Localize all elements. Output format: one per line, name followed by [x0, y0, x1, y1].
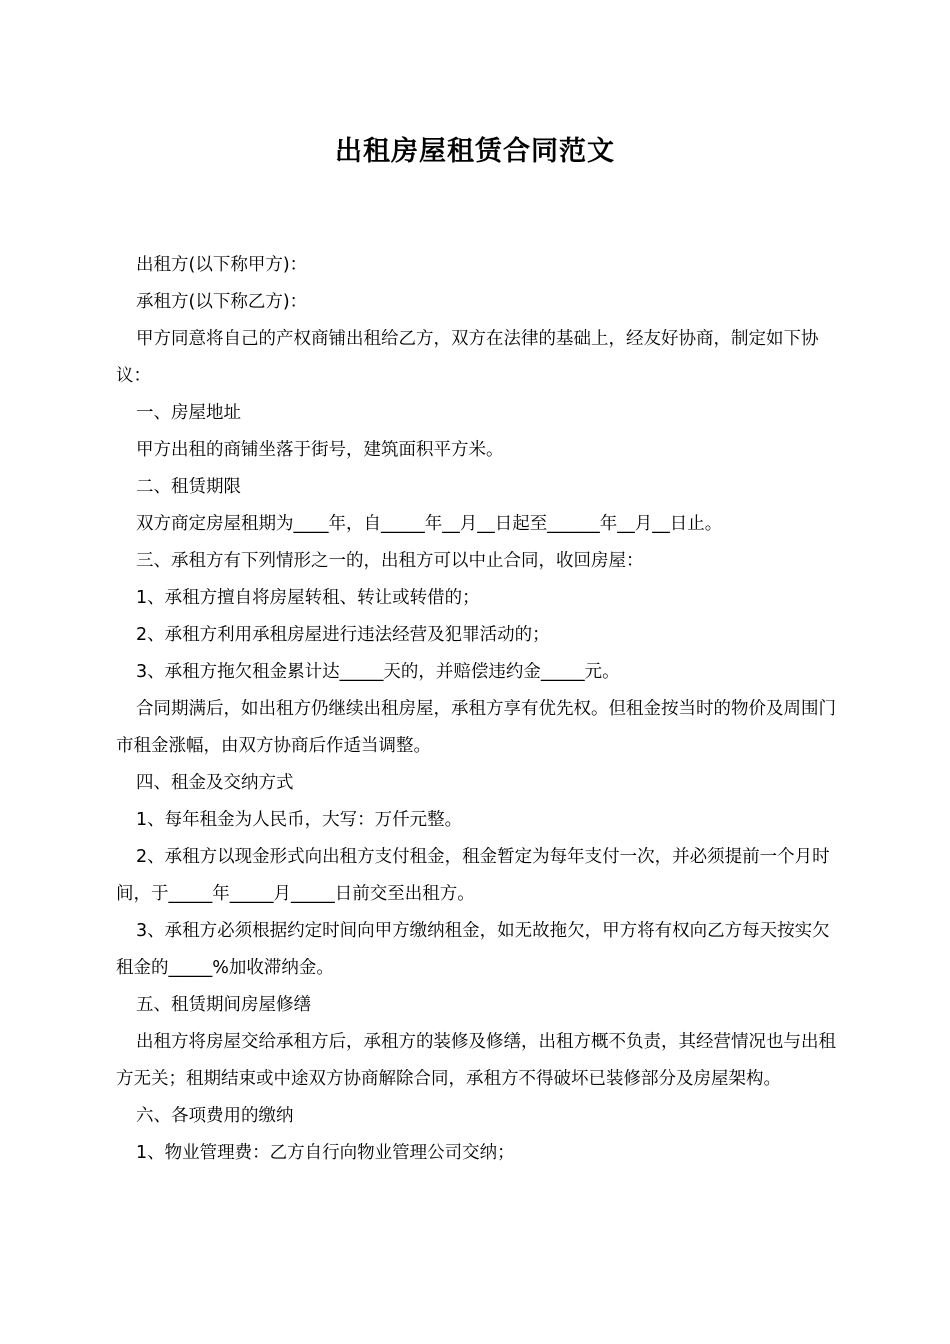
- section-heading-address: 一、房屋地址: [136, 403, 241, 423]
- paragraph-term: 双方商定房屋租期为____年，自_____年__月__日起至______年__月__日止。: [136, 514, 723, 534]
- section-heading-rent: 四、租金及交纳方式: [136, 773, 294, 793]
- section-heading-fees: 六、各项费用的缴纳: [136, 1106, 294, 1126]
- list-item-rent-1: 1、每年租金为人民币，大写：万仟元整。: [136, 810, 463, 830]
- section-heading-repairs: 五、租赁期间房屋修缮: [136, 995, 311, 1015]
- list-item-termination-3: 3、承租方拖欠租金累计达_____天的，并赔偿违约金_____元。: [136, 662, 620, 682]
- paragraph-address: 甲方出租的商铺坐落于街号，建筑面积平方米。: [136, 440, 504, 460]
- paragraph-renewal: 合同期满后，如出租方仍继续出租房屋，承租方享有优先权。但租金按当时的物价及周围门市租金涨幅，由双方协商后作适当调整。: [116, 699, 836, 756]
- section-heading-termination: 三、承租方有下列情形之一的，出租方可以中止合同，收回房屋：: [136, 551, 644, 571]
- list-item-rent-3: 3、承租方必须根据约定时间向甲方缴纳租金，如无故拖欠，甲方将有权向乙方每天按实欠租金的_____%加收滞纳金。: [116, 921, 830, 978]
- paragraph-lessee: 承租方(以下称乙方)：: [136, 292, 308, 312]
- section-heading-term: 二、租赁期限: [136, 477, 241, 497]
- paragraph-lessor: 出租方(以下称甲方)：: [136, 255, 308, 275]
- list-item-termination-1: 1、承租方擅自将房屋转租、转让或转借的；: [136, 588, 480, 608]
- list-item-rent-2: 2、承租方以现金形式向出租方支付租金，租金暂定为每年支付一次，并必须提前一个月时间，于_____年_____月_____日前交至出租方。: [116, 847, 830, 904]
- document-title: 出租房屋租赁合同范文: [335, 136, 615, 167]
- paragraph-repairs: 出租方将房屋交给承租方后，承租方的装修及修缮，出租方概不负责，其经营情况也与出租方无关；租期结束或中途双方协商解除合同，承租方不得破坏已装修部分及房屋架构。: [116, 1032, 836, 1089]
- paragraph-agreement-intro: 甲方同意将自己的产权商铺出租给乙方，双方在法律的基础上，经友好协商，制定如下协议：: [116, 329, 819, 386]
- list-item-fees-1: 1、物业管理费：乙方自行向物业管理公司交纳；: [136, 1143, 515, 1163]
- list-item-termination-2: 2、承租方利用承租房屋进行违法经营及犯罪活动的；: [136, 625, 550, 645]
- document-body: [116, 247, 836, 1172]
